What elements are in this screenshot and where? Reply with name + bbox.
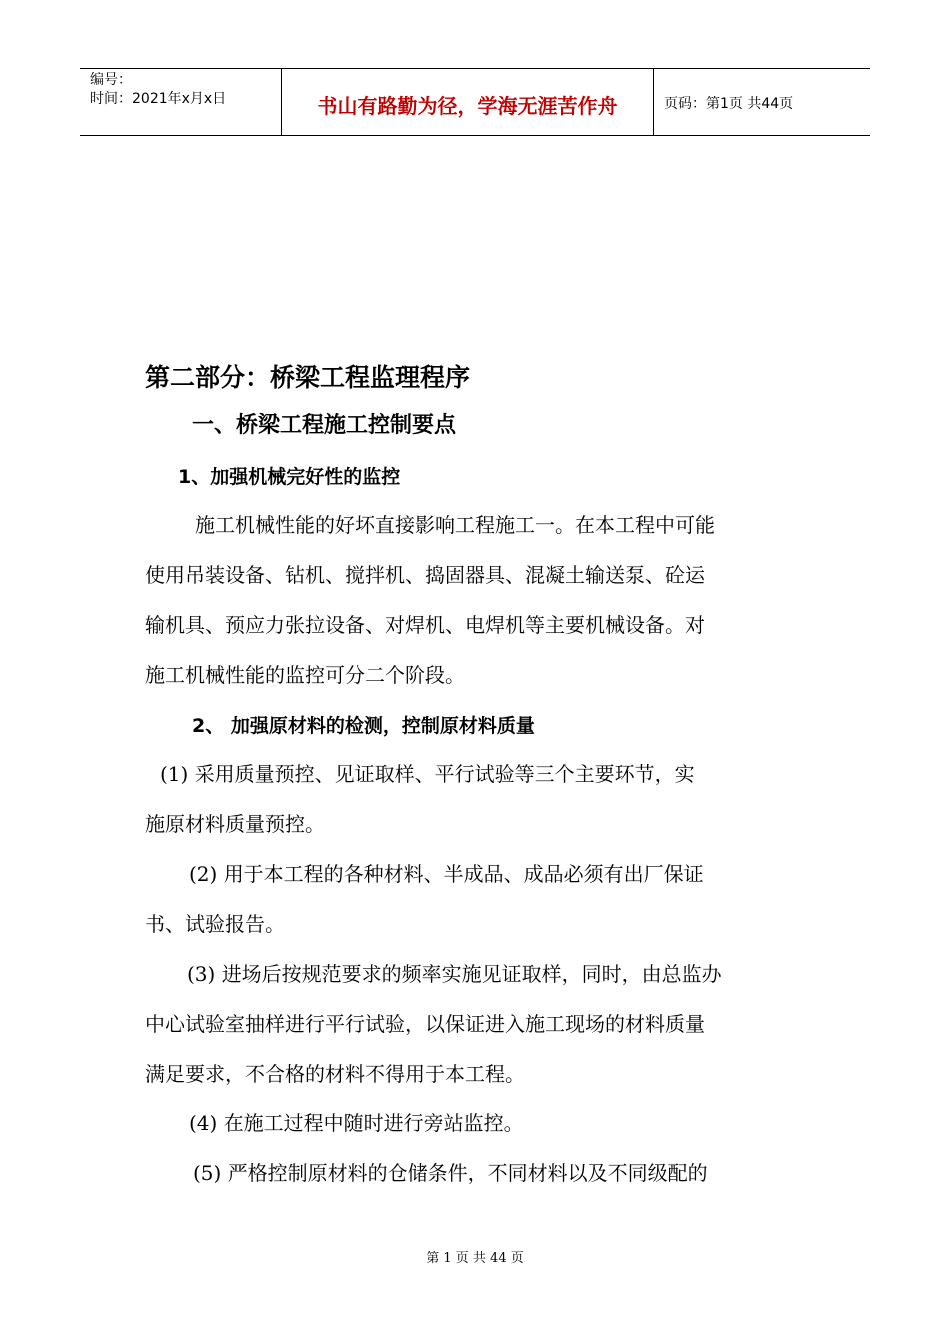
list-item-4 [145,1098,810,1148]
list-item-line: 中心试验室抽样进行平行试验，以保证进入施工现场的材料质量 [145,1012,705,1036]
paragraph-line: 施工机械性能的好坏直接影响工程施工一。在本工程中可能 [195,513,715,537]
page-header [80,68,870,136]
header-motto: 书山有路勤为径，学海无涯苦作舟 [282,69,654,135]
paragraph-line: 施工机械性能的监控可分二个阶段。 [145,663,465,687]
paragraph-machinery [145,500,810,700]
list-item-1 [145,749,810,849]
paragraph-line: 输机具、预应力张拉设备、对焊机、电焊机等主要机械设备。对 [145,613,705,637]
document-date: 时间：2021年x月x日 [90,91,227,107]
header-meta-cell [80,69,282,135]
paragraph-line: 使用吊装设备、钻机、搅拌机、捣固器具、混凝土输送泵、砼运 [145,563,705,587]
list-item-line: (3) 进场后按规范要求的频率实施见证取样，同时，由总监办 [187,962,722,986]
list-item-line: 施原材料质量预控。 [145,812,325,836]
page-footer: 第 1 页 共 44 页 [426,1251,524,1266]
subsection-2-title: 2、 加强原材料的检测，控制原材料质量 [192,715,535,737]
document-number-label: 编号： [90,72,132,88]
subsection-1-title: 1、加强机械完好性的监控 [178,466,401,488]
list-item-line: (4) 在施工过程中随时进行旁站监控。 [189,1111,524,1135]
list-item-line: (2) 用于本工程的各种材料、半成品、成品必须有出厂保证 [189,862,704,886]
list-item-2 [145,849,810,949]
header-page-info: 页码：第1页 共44页 [664,96,794,112]
list-item-line: (1) 采用质量预控、见证取样、平行试验等三个主要环节，实 [160,762,695,786]
list-item-3 [145,949,810,1099]
part-title: 第二部分：桥梁工程监理程序 [145,363,471,392]
list-item-5 [145,1148,810,1198]
list-item-line: 书、试验报告。 [145,912,285,936]
list-item-line: (5) 严格控制原材料的仓储条件，不同材料以及不同级配的 [193,1161,708,1185]
list-item-line: 满足要求，不合格的材料不得用于本工程。 [145,1062,525,1086]
section-title: 一、桥梁工程施工控制要点 [192,413,457,438]
